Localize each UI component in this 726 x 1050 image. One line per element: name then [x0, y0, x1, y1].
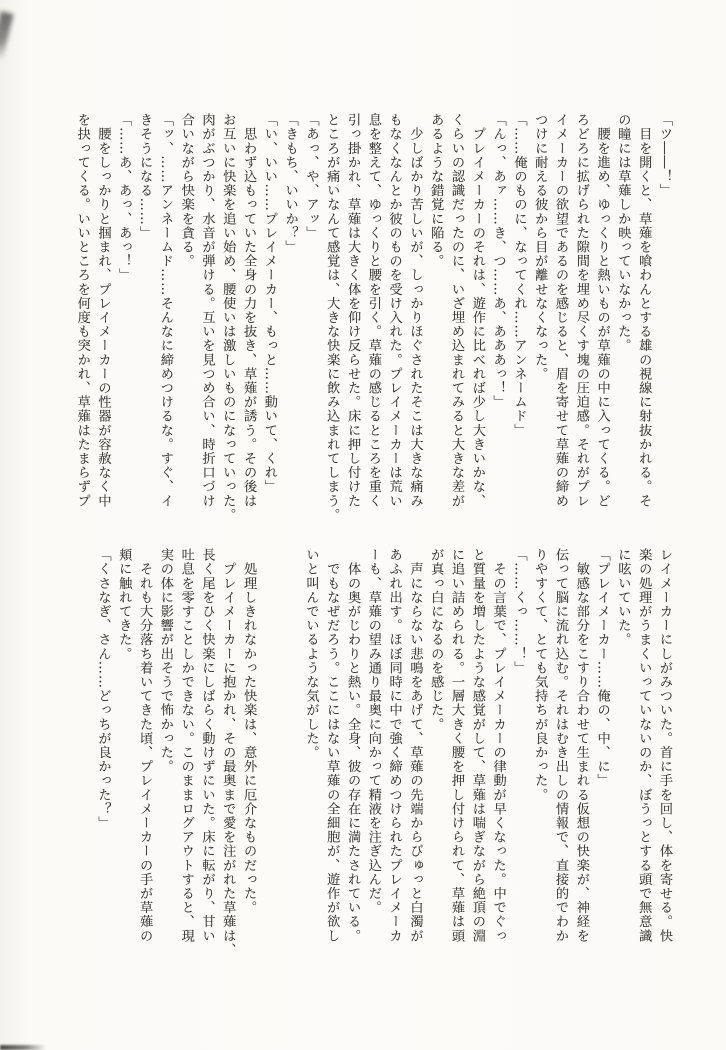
text-column: [258, 548, 279, 948]
text-column: 合いながら快楽を貪る。: [178, 113, 194, 269]
text-column: お互いに快楽を追い始め、腰使いは激しいものになっていった。: [220, 113, 236, 522]
text-column: くらいの認識だったのに、いざ埋め込まれてみると大きな差が: [449, 113, 465, 508]
text-column: 肉がぶつかり、水音が弾ける。互いを見つめ合い、時折口づけ: [199, 113, 215, 508]
text-column: 敏感な部分をこすり合わせて生まれる仮想の快楽が、神経を: [573, 548, 589, 943]
text-column: 「ッ、……アンネームド……そんなに締めつけるな。すぐ、イ: [157, 113, 173, 508]
text-column: 「くさなぎ、さん……どっちが良かった？」: [95, 548, 111, 830]
text-column: あふれ出す。ほぼ同時に中で強く締めつけられたプレイメーカ: [386, 548, 402, 943]
text-column: 吐息を零すことしかできない。このままログアウトすると、現: [178, 548, 194, 943]
text-column: その言葉で、プレイメーカーの律動が早くなった。中でぐっ: [490, 548, 506, 943]
text-column: 腰をしっかりと掴まれ、プレイメーカーの性器が容赦なく中: [95, 113, 111, 508]
vertical-text-block-lower: [90, 548, 674, 957]
text-column: ーも、草薙の望み通り最奥に向かって精液を注ぎ込んだ。: [365, 548, 381, 915]
text-column: いと叫んでいるような気がした。: [303, 548, 319, 760]
text-column: 少しばかり苦しいが、しっかりほぐされたそこは大きな痛み: [407, 113, 423, 508]
text-column: 「ツ――！」: [657, 113, 672, 198]
text-column: あるような錯覚に陥る。: [428, 113, 444, 269]
text-column: に呟いていた。: [615, 548, 631, 647]
text-column: [279, 548, 300, 948]
text-column: 伝って脳に流れ込む。それはむき出しの情報で、直接的でわか: [553, 548, 569, 943]
scan-artifact-top-left: [0, 11, 14, 61]
text-column: ところが痛いなんて感覚は、大きな快楽に飲み込まれてしまう。: [324, 113, 340, 522]
text-column: 体の奥がじわりと熱い。全身、彼の存在に満たされている。: [345, 548, 361, 943]
scan-artifact-bottom-left: [0, 1045, 46, 1050]
text-column: 引っ掛かれ、草薙は大きく体を仰け反らせた。床に押し付けた: [345, 113, 361, 508]
text-column: 頬に触れてきた。: [116, 548, 132, 661]
text-column: が真っ白になるのを感じた。: [428, 548, 444, 732]
text-column: 「きもち、いいか？」: [282, 113, 298, 254]
vertical-text-block-upper: [70, 113, 674, 527]
text-column: つけに耐える彼から目が離せなくなった。: [532, 113, 548, 381]
text-column: 「あっ、や、アッ」: [303, 113, 319, 240]
text-column: に追い詰められる。一層大きく腰を押し付けられて、草薙は頭: [449, 548, 465, 943]
text-column: 腰を進め、ゆっくりと熱いものが草薙の中に入ってくる。ど: [594, 113, 610, 508]
text-column: ろどろに拡げられた隙間を埋め尽くす塊の圧迫感。それがプレ: [573, 113, 589, 508]
text-column: 「……俺のものに、なってくれ……アンネームド」: [511, 113, 527, 438]
text-column: イメーカーの欲望であるのを感じると、眉を寄せて草薙の締め: [553, 113, 569, 508]
text-column: 「プレイメーカー……俺の、中、に」: [594, 548, 610, 788]
text-column: 息を整えて、ゆっくりと腰を引く。草薙の感じるところを重く: [365, 113, 381, 508]
text-column: もなくなんとか彼のものを受け入れた。プレイメーカーは荒い: [386, 113, 402, 508]
text-column: 「……くっ……！」: [511, 548, 527, 675]
text-column: 処理しきれなかった快楽は、意外に厄介なものだった。: [241, 548, 257, 915]
text-column: それも大分落ち着いてきた頃、プレイメーカーの手が草薙の: [137, 548, 153, 943]
text-column: レイメーカーにしがみついた。首に手を回し、体を寄せる。快: [657, 548, 672, 943]
text-column: 思わず込もっていた全身の力を抜き、草薙が誘う。その後は: [241, 113, 257, 508]
text-column: 楽の処理がうまくいっていないのか、ぼうっとする頭で無意識: [636, 548, 652, 943]
text-column: と質量を増したような感覚がして、草薙は喘ぎながら絶頂の淵: [469, 548, 485, 943]
text-column: 「……あ、あっ、あっ！」: [116, 113, 132, 283]
text-column: りやすくて、とても気持ちが良かった。: [532, 548, 548, 802]
text-column: 長く尾をひく快楽にしばらく動けずにいた。床に転がり、甘い: [199, 548, 215, 943]
text-column: を抉ってくる。いいところを何度も突かれ、草薙はたまらずプ: [74, 113, 90, 508]
text-column: きそうになる……」: [137, 113, 153, 240]
text-column: 実の体に影響が出そうで怖かった。: [157, 548, 173, 774]
text-column: 「い、いい……プレイメーカー、もっと……動いて、くれ」: [261, 113, 277, 494]
text-column: 目を開くと、草薙を喰わんとする雄の視線に射抜かれる。そ: [636, 113, 652, 508]
text-column: プレイメーカーに抱かれ、その最奥まで愛を注がれた草薙は、: [220, 548, 236, 957]
text-column: プレイメーカーのそれは、遊作に比べれば少し大きいかな、: [469, 113, 485, 508]
text-column: 「んっ、あァ……き、つ……あ、あああっ！」: [490, 113, 506, 410]
text-column: でもなぜだろう。ここにはない草薙の全細胞が、遊作が欲し: [324, 548, 340, 943]
text-column: 声にならない悲鳴をあげて、草薙の先端からびゅっと白濁が: [407, 548, 423, 943]
text-column: の瞳には草薙しか映っていなかった。: [615, 113, 631, 353]
